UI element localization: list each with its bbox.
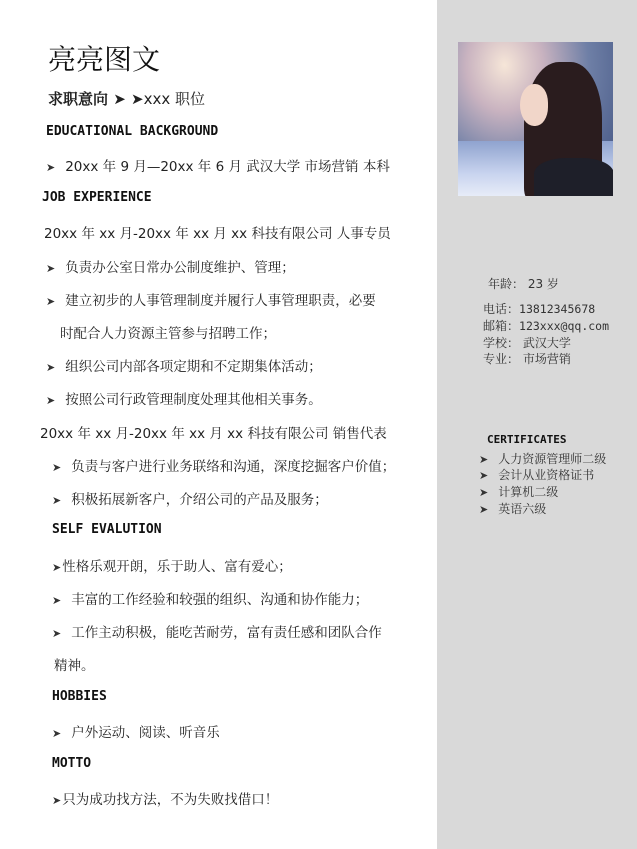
job1-duty: ➤ 建立初步的人事管理制度并履行人事管理职责，必要 xyxy=(46,293,376,309)
job2-duty: ➤ 负责与客户进行业务联络和沟通，深度挖掘客户价值； xyxy=(52,459,396,475)
self-evaluation-item: ➤ 丰富的工作经验和较强的组织、沟通和协作能力； xyxy=(52,592,369,608)
self-evaluation-heading: SELF EVALUTION xyxy=(52,522,162,537)
job1-duty: ➤ 按照公司行政管理制度处理其他相关事务。 xyxy=(46,392,322,408)
cert-item: ➤ 英语六级 xyxy=(479,502,547,516)
hobbies-item: ➤ 户外运动、阅读、听音乐 xyxy=(52,725,220,741)
arrow-bullet-icon: ➤ xyxy=(52,727,62,740)
job2-duty: ➤ 积极拓展新客户，介绍公司的产品及服务； xyxy=(52,492,328,508)
major-text: 专业： 市场营销 xyxy=(483,352,571,366)
motto-heading: MOTTO xyxy=(52,756,92,771)
cert-item: ➤ 会计从业资格证书 xyxy=(479,468,595,482)
job-intent-label: 求职意向 ➤ xyxy=(48,90,132,108)
arrow-bullet-icon: ➤ xyxy=(46,262,56,275)
cert-item: ➤ 人力资源管理师二级 xyxy=(479,452,607,466)
arrow-bullet-icon: ➤ xyxy=(52,794,62,807)
job1-duty-continued: 时配合人力资源主管参与招聘工作； xyxy=(60,326,276,342)
phone-value: 13812345678 xyxy=(519,302,596,316)
job1-duty: ➤ 组织公司内部各项定期和不定期集体活动； xyxy=(46,359,322,375)
arrow-bullet-icon: ➤ xyxy=(479,503,489,516)
education-heading: EDUCATIONAL BACKGROUND xyxy=(46,124,219,139)
job2-title: 20xx 年 xx 月-20xx 年 xx 月 xx 科技有限公司 销售代表 xyxy=(40,426,387,442)
arrow-bullet-icon: ➤ xyxy=(46,161,56,174)
job1-title: 20xx 年 xx 月-20xx 年 xx 月 xx 科技有限公司 人事专员 xyxy=(44,226,391,242)
job-intent-value: ➤xxx 职位 xyxy=(131,90,205,108)
cert-item: ➤ 计算机二级 xyxy=(479,485,559,499)
self-evaluation-item-continued: 精神。 xyxy=(54,658,95,674)
self-evaluation-item: ➤性格乐观开朗，乐于助人、富有爱心； xyxy=(52,559,292,575)
arrow-bullet-icon: ➤ xyxy=(46,394,56,407)
email-label: 邮箱： xyxy=(483,319,520,333)
education-item: ➤ 20xx 年 9 月—20xx 年 6 月 武汉大学 市场营销 本科 xyxy=(46,159,390,175)
phone-label: 电话： xyxy=(483,302,520,316)
arrow-bullet-icon: ➤ xyxy=(479,469,489,482)
school-text: 学校： 武汉大学 xyxy=(483,336,571,350)
certificates-heading: CERTIFICATES xyxy=(487,433,567,446)
phone-row xyxy=(483,300,595,317)
photo-face xyxy=(520,84,548,126)
arrow-bullet-icon: ➤ xyxy=(52,461,62,474)
experience-heading: JOB EXPERIENCE xyxy=(42,190,152,205)
job-intent xyxy=(48,88,205,109)
arrow-bullet-icon: ➤ xyxy=(46,295,56,308)
arrow-bullet-icon: ➤ xyxy=(52,561,62,574)
arrow-bullet-icon: ➤ xyxy=(52,627,62,640)
email-row xyxy=(483,317,609,334)
job1-duty: ➤ 负责办公室日常办公制度维护、管理； xyxy=(46,260,295,276)
email-value: 123xxx@qq.com xyxy=(519,319,610,333)
arrow-bullet-icon: ➤ xyxy=(479,486,489,499)
self-evaluation-item: ➤ 工作主动积极，能吃苦耐劳，富有责任感和团队合作 xyxy=(52,625,382,641)
arrow-bullet-icon: ➤ xyxy=(46,361,56,374)
profile-photo xyxy=(458,42,613,196)
motto-item: ➤只为成功找方法，不为失败找借口！ xyxy=(52,792,279,808)
arrow-bullet-icon: ➤ xyxy=(52,494,62,507)
photo-coat xyxy=(534,158,613,196)
hobbies-heading: HOBBIES xyxy=(52,689,107,704)
arrow-bullet-icon: ➤ xyxy=(52,594,62,607)
age-text: 年龄： 23 岁 xyxy=(488,277,559,291)
person-name: 亮亮图文 xyxy=(48,43,161,76)
arrow-bullet-icon: ➤ xyxy=(479,453,489,466)
